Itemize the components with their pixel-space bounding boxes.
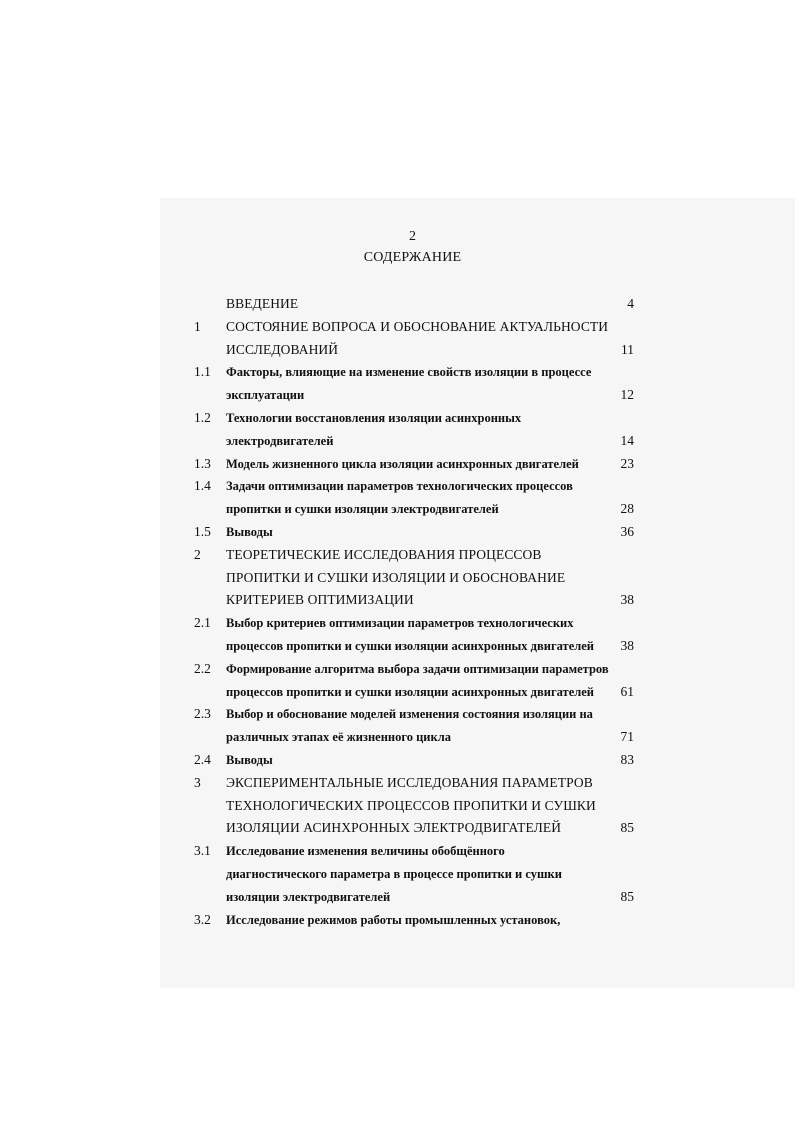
- toc-entry-title-line: эксплуатации: [226, 388, 305, 403]
- toc-entry-title-line: Выбор критериев оптимизации параметров технологических: [226, 616, 574, 631]
- toc-entry-title-line: Выводы: [226, 753, 273, 767]
- page-title: СОДЕРЖАНИЕ: [363, 250, 462, 265]
- toc-entry-page: 12: [620, 387, 634, 403]
- toc-entry-number: 1.3: [194, 455, 211, 471]
- toc-entry-number: 1: [194, 318, 201, 334]
- toc-entry-number: 2.4: [194, 752, 211, 767]
- toc-entry-title-line: пропитки и сушки изоляции электродвигателей: [226, 502, 499, 517]
- toc-entry-number: 1.2: [194, 410, 211, 425]
- toc-entry-title-line: Технологии восстановления изоляции асинхронных: [226, 411, 522, 425]
- toc-entry-number: 2.1: [194, 615, 211, 631]
- toc-entry-page: 28: [620, 501, 634, 517]
- toc-entry-number: 1.4: [194, 478, 211, 494]
- toc-entry-number: 3.2: [194, 911, 211, 927]
- toc-entry-page: 4: [627, 296, 634, 311]
- toc-entry-title-line: ЭКСПЕРИМЕНТАЛЬНЫЕ ИССЛЕДОВАНИЯ ПАРАМЕТРОВ: [226, 774, 593, 790]
- toc-entry-title-line: электродвигателей: [226, 433, 334, 448]
- toc-entry-number: 1.5: [194, 524, 211, 539]
- toc-entry-title-line: КРИТЕРИЕВ ОПТИМИЗАЦИИ: [226, 592, 414, 608]
- toc-entry-page: 38: [620, 592, 634, 608]
- toc-entry-number: 1.1: [194, 364, 211, 380]
- toc-entry-page: 23: [620, 455, 634, 471]
- toc-entry-title-line: Исследование изменения величины обобщённого: [226, 844, 505, 859]
- toc-entry-title-line: СОСТОЯНИЕ ВОПРОСА И ОБОСНОВАНИЕ АКТУАЛЬНОСТИ: [226, 318, 609, 334]
- toc-entry-title-line: Задачи оптимизации параметров технологических процессов: [226, 479, 573, 494]
- toc-entry-title-line: Выбор и обоснование моделей изменения состояния изоляции на: [226, 707, 593, 722]
- toc-entry-number: 2.3: [194, 706, 211, 722]
- toc-entry-title-line: Исследование режимов работы промышленных установок,: [226, 912, 561, 927]
- toc-entry-number: 2.2: [194, 660, 211, 676]
- toc-entry-page: 38: [620, 638, 634, 653]
- toc-entry-number: 2: [194, 546, 201, 562]
- toc-entry-page: 14: [620, 432, 634, 448]
- toc-entry-page: 11: [621, 341, 634, 357]
- toc-entry-title-line: процессов пропитки и сушки изоляции асинхронных двигателей: [226, 684, 595, 699]
- toc-entry-title-line: ТЕОРЕТИЧЕСКИЕ ИССЛЕДОВАНИЯ ПРОЦЕССОВ: [226, 546, 542, 562]
- toc-entry-title-line: ИССЛЕДОВАНИЙ: [226, 341, 339, 357]
- toc-entry-title-line: изоляции электродвигателей: [226, 889, 391, 904]
- toc-entry-title-line: ТЕХНОЛОГИЧЕСКИХ ПРОЦЕССОВ ПРОПИТКИ И СУШКИ: [226, 797, 596, 813]
- toc-entry-number: 3: [194, 774, 201, 790]
- toc-entry-title-line: Факторы, влияющие на изменение свойств изоляции в процессе: [226, 365, 592, 380]
- toc-entry-page: 85: [620, 888, 634, 904]
- toc-entry-page: 36: [620, 524, 634, 539]
- toc-entry-page: 85: [620, 820, 634, 836]
- toc-entry-title-line: Выводы: [226, 525, 273, 539]
- toc-entry-number: 3.1: [194, 843, 211, 859]
- toc-entry-title-line: ВВЕДЕНИЕ: [226, 296, 299, 311]
- toc-entry-page: 71: [620, 729, 634, 745]
- toc-entry-page: 83: [620, 752, 634, 767]
- page-number: 2: [409, 229, 416, 244]
- toc-entry-title-line: Формирование алгоритма выбора задачи оптимизации параметров: [226, 661, 609, 676]
- toc-entry-title-line: Модель жизненного цикла изоляции асинхронных двигателей: [226, 456, 579, 471]
- toc-entry-title-line: диагностического параметра в процессе пропитки и сушки: [226, 867, 562, 881]
- toc-entry-page: 61: [620, 683, 634, 699]
- toc-entry-title-line: различных этапах её жизненного цикла: [226, 730, 451, 745]
- toc-entry-title-line: ИЗОЛЯЦИИ АСИНХРОННЫХ ЭЛЕКТРОДВИГАТЕЛЕЙ: [226, 820, 562, 836]
- toc-entry-title-line: процессов пропитки и сушки изоляции асинхронных двигателей: [226, 639, 595, 653]
- toc-entry-title-line: ПРОПИТКИ И СУШКИ ИЗОЛЯЦИИ И ОБОСНОВАНИЕ: [226, 569, 566, 585]
